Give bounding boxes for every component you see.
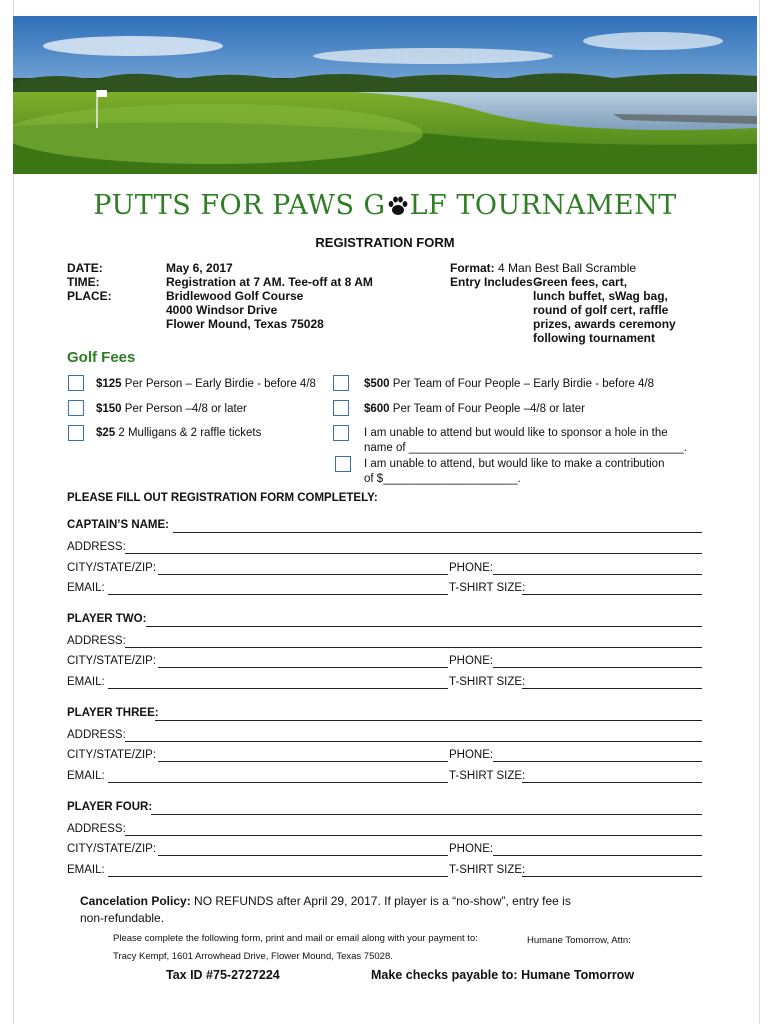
email-label: EMAIL: (67, 582, 105, 594)
player-name-field[interactable] (146, 626, 702, 627)
policy-text-continued: non-refundable. (80, 911, 165, 925)
address-field[interactable] (125, 553, 702, 554)
policy-text: NO REFUNDS after April 29, 2017. If player is a “no-show”, entry fee is (190, 894, 571, 908)
tournament-title (0, 190, 770, 223)
entry-label: Entry Includes – (450, 275, 543, 289)
phone-field[interactable] (493, 574, 702, 575)
city-label: CITY/STATE/ZIP: (67, 843, 157, 855)
phone-field[interactable] (493, 761, 702, 762)
footer-address: Tracy Kempf, 1601 Arrowhead Drive, Flower Mound, Texas 75028. (113, 951, 393, 962)
player-name-label: PLAYER TWO: (67, 613, 147, 625)
email-field[interactable] (108, 782, 448, 783)
place-line: 4000 Windsor Drive (166, 303, 278, 317)
entry-line: lunch buffet, sWag bag, (533, 289, 668, 303)
fee-option-25 (96, 426, 261, 441)
golf-fees-heading: Golf Fees (67, 349, 136, 366)
phone-label: PHONE: (449, 843, 494, 855)
email-field[interactable] (108, 594, 448, 595)
city-label: CITY/STATE/ZIP: (67, 655, 157, 667)
golf-course-photo (13, 16, 757, 174)
entry-line: prizes, awards ceremony (533, 317, 676, 331)
fee-option-600 (364, 402, 585, 417)
tshirt-field[interactable] (522, 876, 702, 877)
address-label: ADDRESS: (67, 541, 126, 553)
email-label: EMAIL: (67, 864, 105, 876)
phone-label: PHONE: (449, 562, 494, 574)
fee-checkbox-600[interactable] (333, 400, 349, 416)
phone-field[interactable] (493, 667, 702, 668)
fee-text: Per Team of Four People – Early Birdie - before 4/8 (389, 378, 655, 390)
contribution-text-line: I am unable to attend, but would like to make a contribution (364, 458, 665, 470)
fee-text: Per Person – Early Birdie - before 4/8 (121, 378, 316, 390)
entry-line: following tournament (533, 331, 655, 345)
fee-amount: $150 (96, 403, 122, 415)
player-name-field[interactable] (155, 720, 702, 721)
city-field[interactable] (158, 574, 448, 575)
fee-option-125 (96, 377, 316, 392)
contribution-text-line: of $_____________________. (364, 473, 521, 485)
contribution-checkbox[interactable] (335, 456, 351, 472)
tshirt-field[interactable] (522, 594, 702, 595)
fee-text: 2 Mulligans & 2 raffle tickets (115, 427, 262, 439)
fee-checkbox-125[interactable] (68, 375, 84, 391)
player-name-field[interactable] (173, 532, 702, 533)
date-value: May 6, 2017 (166, 261, 233, 275)
checks-payable: Make checks payable to: Humane Tomorrow (371, 968, 635, 982)
address-field[interactable] (125, 741, 702, 742)
fee-amount: $25 (96, 427, 116, 439)
footer-instructions: Please complete the following form, print and mail or email along with your payment to: (113, 933, 478, 944)
tshirt-label: T-SHIRT SIZE: (449, 676, 526, 688)
event-labels (67, 261, 112, 303)
tshirt-label: T-SHIRT SIZE: (449, 770, 526, 782)
player-name-label: PLAYER THREE: (67, 707, 159, 719)
entry-line: round of golf cert, raffle (533, 303, 669, 317)
time-value: Registration at 7 AM. Tee-off at 8 AM (166, 275, 373, 289)
fee-amount: $125 (96, 378, 122, 390)
fee-checkbox-500[interactable] (333, 375, 349, 391)
sponsor-hole-option (364, 426, 687, 456)
address-field[interactable] (125, 647, 702, 648)
address-label: ADDRESS: (67, 635, 126, 647)
city-field[interactable] (158, 761, 448, 762)
sponsor-text-line: name of ___________________________________________. (364, 442, 687, 454)
footer-recipient: Humane Tomorrow, Attn: (527, 935, 631, 946)
fee-checkbox-150[interactable] (68, 400, 84, 416)
phone-field[interactable] (493, 855, 702, 856)
city-label: CITY/STATE/ZIP: (67, 749, 157, 761)
place-line: Flower Mound, Texas 75028 (166, 317, 324, 331)
format-value: 4 Man Best Ball Scramble (498, 261, 637, 275)
event-values (166, 261, 373, 331)
phone-label: PHONE: (449, 655, 494, 667)
tshirt-field[interactable] (522, 688, 702, 689)
fee-text: Per Person –4/8 or later (121, 403, 247, 415)
instruction-text: PLEASE FILL OUT REGISTRATION FORM COMPLETELY: (67, 492, 378, 504)
player-name-label: CAPTAIN’S NAME: (67, 519, 170, 531)
paw-print-icon (386, 194, 410, 223)
fee-amount: $600 (364, 403, 390, 415)
email-label: EMAIL: (67, 676, 105, 688)
email-label: EMAIL: (67, 770, 105, 782)
email-field[interactable] (108, 876, 448, 877)
city-label: CITY/STATE/ZIP: (67, 562, 157, 574)
tshirt-label: T-SHIRT SIZE: (449, 582, 526, 594)
fee-option-500 (364, 377, 654, 392)
address-label: ADDRESS: (67, 729, 126, 741)
golf-course-illustration (13, 16, 757, 174)
tax-id: Tax ID #75-2727224 (166, 968, 280, 982)
time-label: TIME: (67, 275, 100, 289)
contribution-option (364, 457, 664, 487)
tshirt-label: T-SHIRT SIZE: (449, 864, 526, 876)
address-field[interactable] (125, 835, 702, 836)
policy-label: Cancelation Policy: (80, 894, 191, 908)
city-field[interactable] (158, 667, 448, 668)
format-label: Format: (450, 261, 495, 275)
tshirt-field[interactable] (522, 782, 702, 783)
format-line (450, 261, 636, 275)
cancelation-policy (80, 893, 571, 927)
sponsor-text-line: I am unable to attend but would like to sponsor a hole in the (364, 427, 668, 439)
player-name-label: PLAYER FOUR: (67, 801, 153, 813)
title-text-start: PUTTS FOR PAWS G (93, 190, 386, 221)
fee-option-150 (96, 402, 247, 417)
address-label: ADDRESS: (67, 823, 126, 835)
entry-line: Green fees, cart, (533, 275, 628, 289)
place-line: Bridlewood Golf Course (166, 289, 304, 303)
date-label: DATE: (67, 261, 103, 275)
fee-text: Per Team of Four People –4/8 or later (389, 403, 585, 415)
form-subtitle: REGISTRATION FORM (315, 235, 455, 250)
city-field[interactable] (158, 855, 448, 856)
place-label: PLACE: (67, 289, 112, 303)
fee-amount: $500 (364, 378, 390, 390)
phone-label: PHONE: (449, 749, 494, 761)
fee-checkbox-25[interactable] (68, 425, 84, 441)
email-field[interactable] (108, 688, 448, 689)
title-text-end: LF TOURNAMENT (409, 190, 677, 221)
sponsor-hole-checkbox[interactable] (333, 425, 349, 441)
entry-details (533, 275, 676, 345)
player-name-field[interactable] (151, 814, 702, 815)
